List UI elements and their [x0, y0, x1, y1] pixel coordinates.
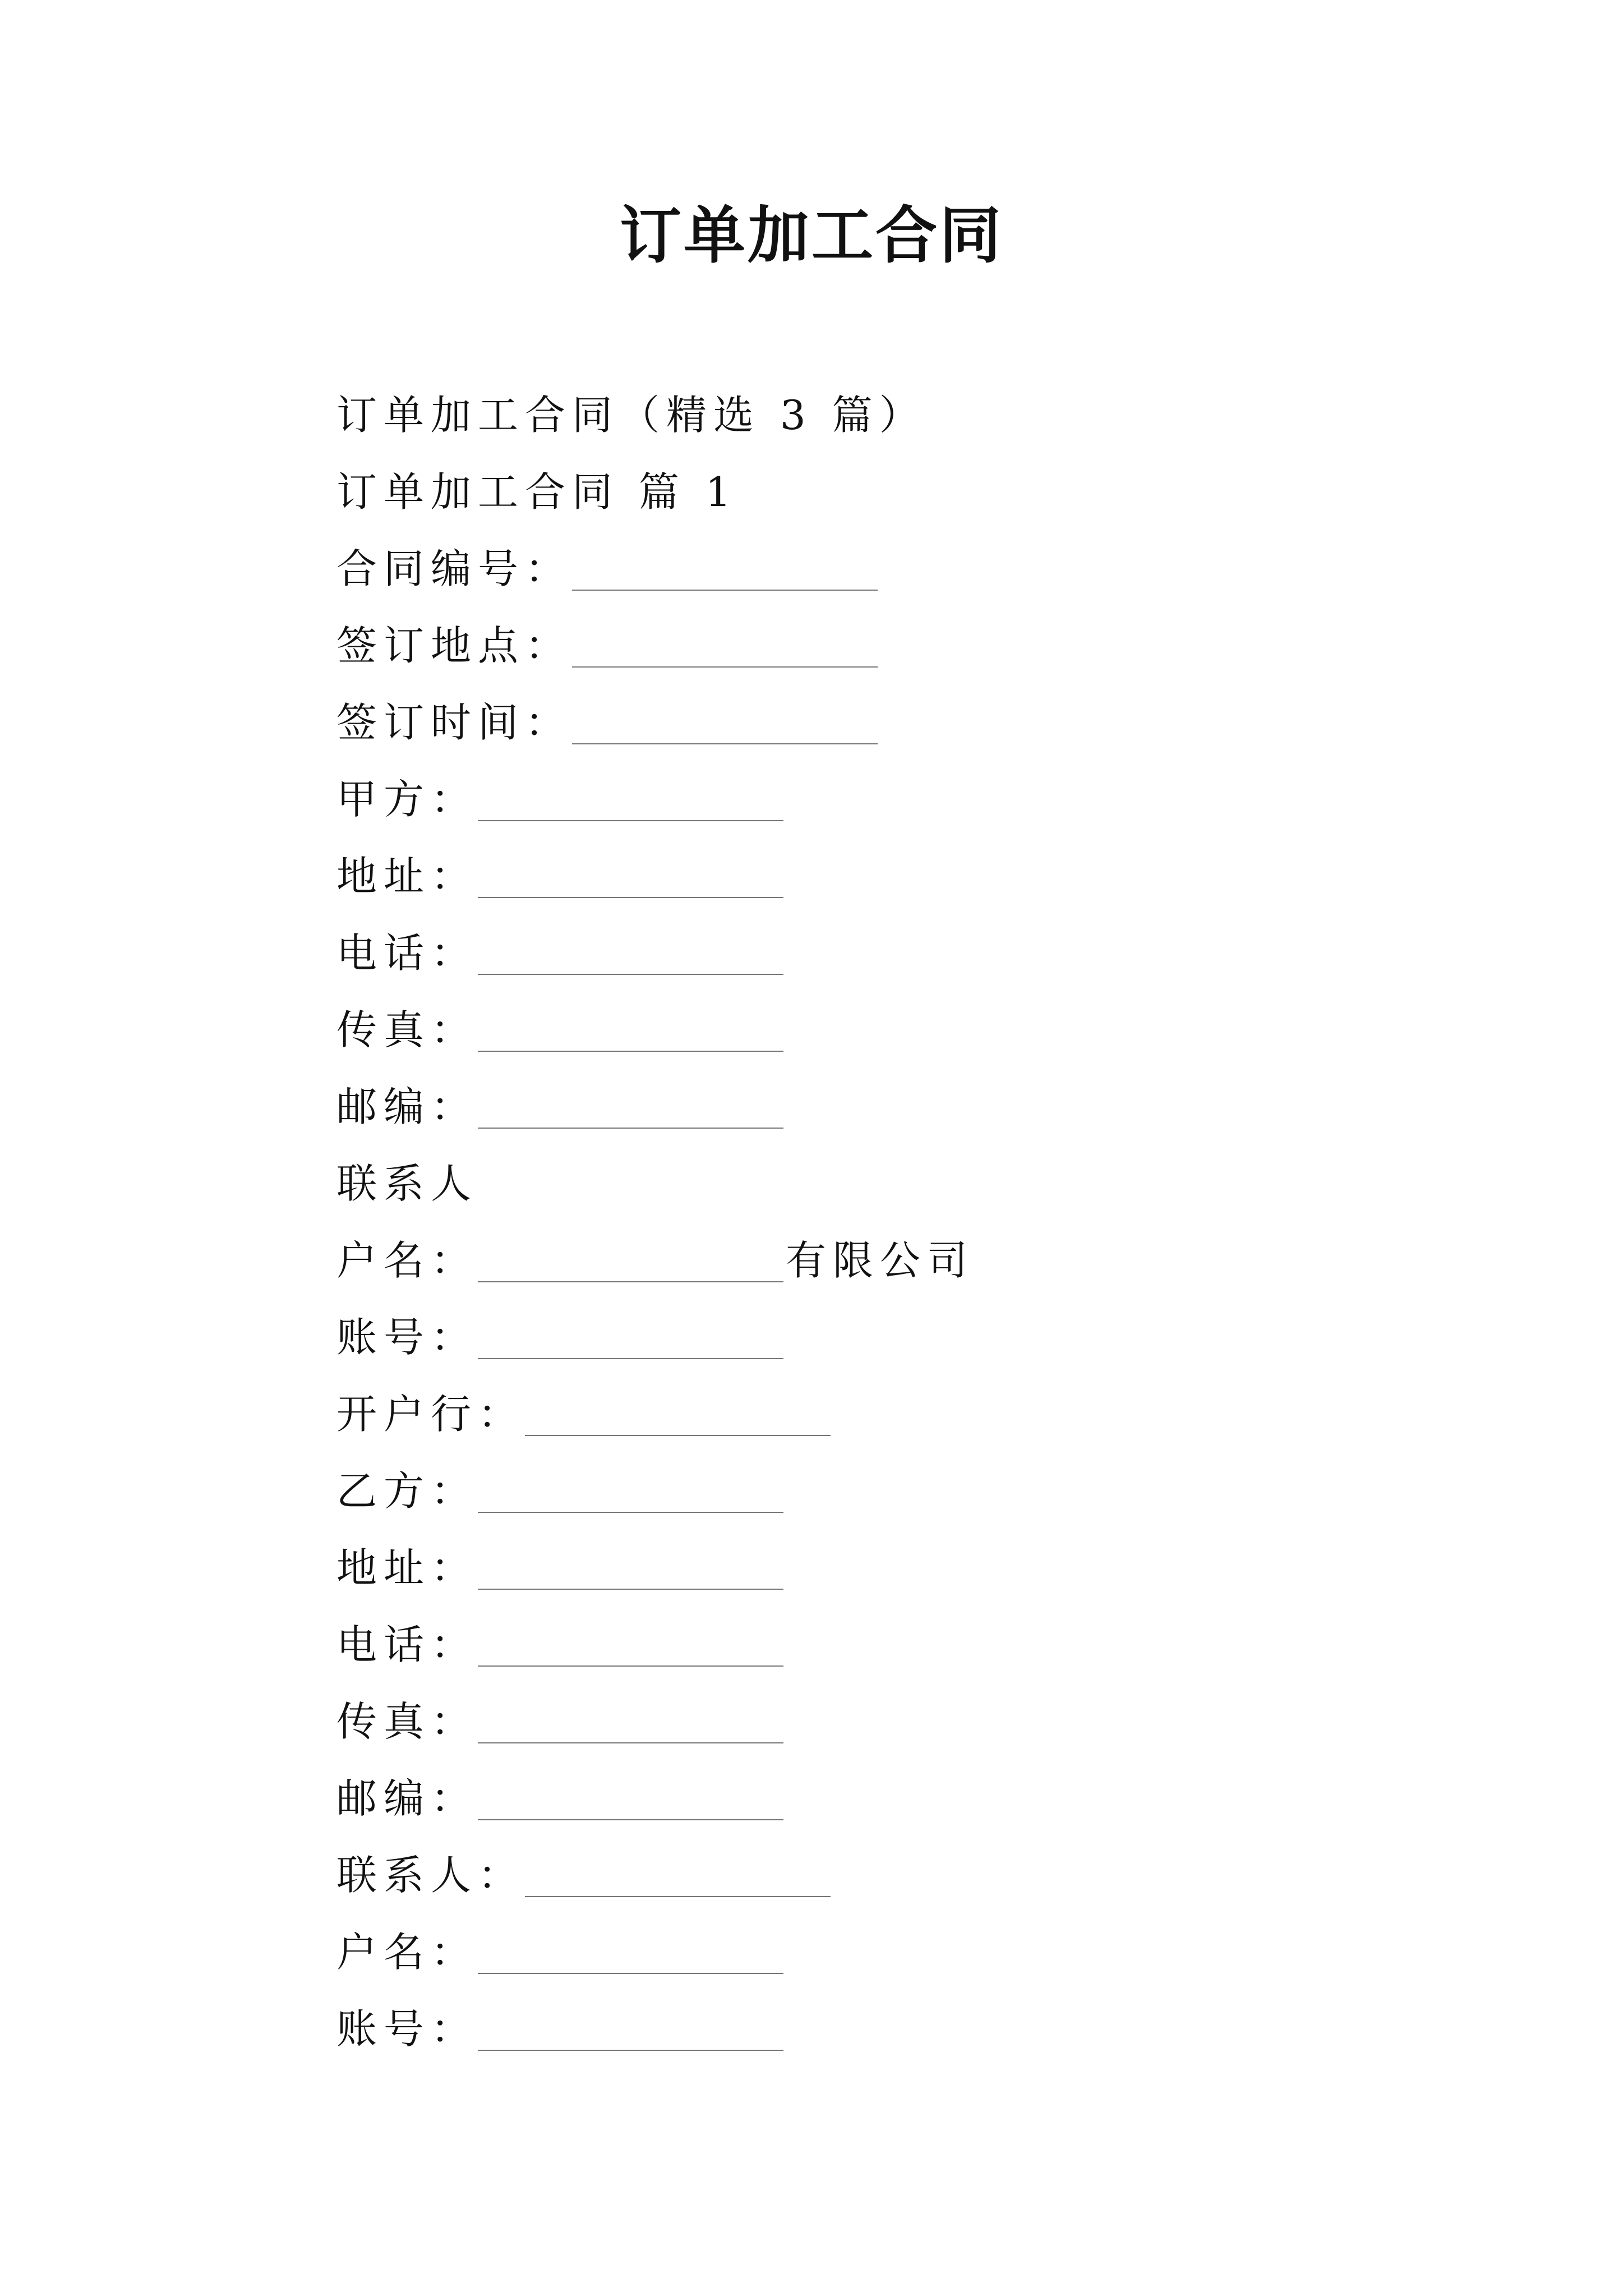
blank-field[interactable] [478, 1087, 783, 1129]
field-line [336, 1526, 1514, 1603]
field-line [336, 1065, 1514, 1142]
field-label: 账号： [336, 2005, 478, 2053]
field-label: 邮编： [336, 1083, 478, 1130]
field-line [336, 1449, 1514, 1526]
field-line [336, 1603, 1514, 1680]
field-label: 乙方： [336, 1467, 478, 1515]
field-line [336, 1372, 1514, 1449]
field-label: 邮编： [336, 1774, 478, 1822]
blank-field[interactable] [478, 1625, 783, 1667]
field-label: 传真： [336, 1697, 478, 1745]
field-label: 地址： [336, 1544, 478, 1591]
blank-field[interactable] [478, 933, 783, 975]
document-title: 订单加工合同 [620, 199, 1003, 272]
field-line [336, 1680, 1514, 1756]
blank-field[interactable] [478, 1318, 783, 1359]
line-label: 订单加工合同 篇 1 [336, 468, 738, 516]
field-line [336, 527, 1514, 604]
field-suffix: 有限公司 [786, 1236, 975, 1284]
blank-field[interactable] [572, 626, 878, 668]
blank-field[interactable] [572, 703, 878, 744]
field-label: 户名： [336, 1236, 478, 1284]
blank-field[interactable] [478, 2009, 783, 2051]
blank-field[interactable] [478, 1932, 783, 1974]
field-line [336, 1756, 1514, 1833]
blank-field[interactable] [478, 1548, 783, 1590]
field-label: 合同编号： [336, 545, 573, 592]
blank-field[interactable] [478, 1241, 783, 1282]
field-label: 账号： [336, 1313, 478, 1361]
text-line [336, 373, 1514, 450]
blank-field[interactable] [478, 1702, 783, 1743]
blank-field[interactable] [478, 780, 783, 821]
document-body [336, 373, 1514, 2064]
line-label: 订单加工合同（精选 3 篇） [336, 391, 926, 439]
field-line [336, 988, 1514, 1065]
line-label: 联系人 [336, 1159, 478, 1207]
field-label: 地址： [336, 852, 478, 900]
blank-field[interactable] [572, 549, 878, 591]
field-line [336, 1833, 1514, 1910]
field-label: 签订时间： [336, 698, 573, 746]
field-label: 签订地点： [336, 622, 573, 669]
field-line [336, 911, 1514, 988]
text-line [336, 450, 1514, 527]
field-line [336, 757, 1514, 834]
field-line [336, 680, 1514, 757]
field-line [336, 834, 1514, 911]
field-line [336, 1987, 1514, 2064]
field-label: 联系人： [336, 1851, 525, 1899]
field-line [336, 1218, 1514, 1295]
field-line [336, 1295, 1514, 1372]
field-label: 开户行： [336, 1390, 525, 1438]
field-label: 甲方： [336, 775, 478, 823]
blank-field[interactable] [478, 857, 783, 898]
blank-field[interactable] [478, 1471, 783, 1513]
blank-field[interactable] [478, 1779, 783, 1820]
field-label: 电话： [336, 929, 478, 977]
field-label: 电话： [336, 1621, 478, 1668]
field-line [336, 604, 1514, 680]
text-line [336, 1142, 1514, 1218]
field-label: 户名： [336, 1928, 478, 1976]
blank-field[interactable] [478, 1010, 783, 1052]
field-label: 传真： [336, 1006, 478, 1053]
blank-field[interactable] [525, 1395, 831, 1436]
blank-field[interactable] [525, 1856, 831, 1897]
field-line [336, 1910, 1514, 1987]
